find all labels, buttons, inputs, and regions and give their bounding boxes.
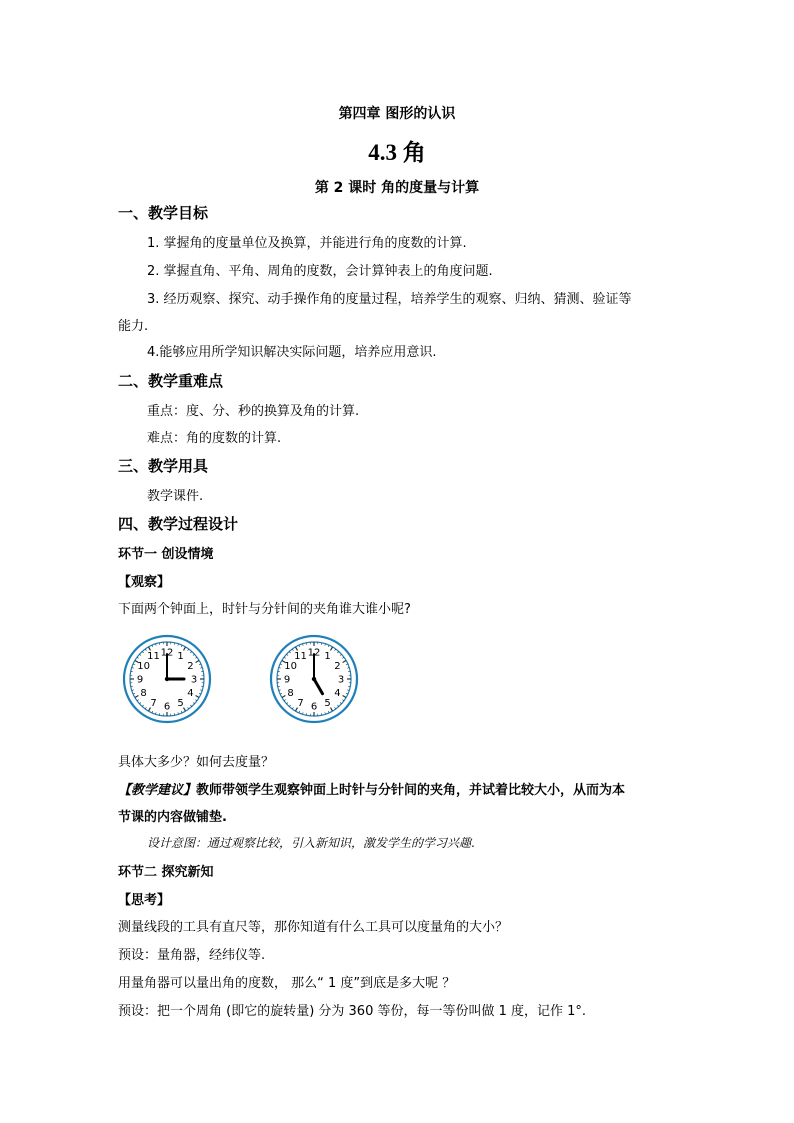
clock2-numeral: 7 bbox=[297, 697, 304, 709]
clock2-numeral: 9 bbox=[283, 674, 291, 686]
followup-text: 具体大多少？如何去度量？ bbox=[118, 755, 275, 770]
clock1-numeral: 11 bbox=[147, 651, 160, 663]
goal-item-1: 1. 掌握角的度量单位及换算，并能进行角的度数的计算. bbox=[147, 236, 467, 251]
clock2-numeral: 3 bbox=[337, 674, 345, 686]
clock1-numeral: 10 bbox=[137, 661, 150, 672]
goal-item-2: 2. 掌握直角、平角、周角的度数，会计算钟表上的角度问题. bbox=[147, 264, 493, 279]
clock1-numeral: 8 bbox=[140, 688, 147, 699]
clock2-numeral: 11 bbox=[294, 651, 307, 663]
clock2-numeral: 6 bbox=[310, 701, 318, 713]
tools-text: 教学课件. bbox=[147, 489, 204, 504]
preset-2: 预设：把一个周角 (即它的旋转量) 分为 360 等份，每一等份叫做 1 度，记作 1°. bbox=[118, 1004, 587, 1019]
clock1-numeral: 4 bbox=[187, 688, 194, 699]
q2-text: 测量线段的工具有直尺等，那你知道有什么工具可以度量角的大小？ bbox=[118, 920, 509, 935]
think-tag: 【思考】 bbox=[118, 893, 171, 908]
clock1-numeral: 5 bbox=[177, 697, 184, 709]
tools-heading: 三、教学用具 bbox=[118, 457, 209, 475]
clock1-numeral: 9 bbox=[136, 674, 144, 686]
clock2-numeral: 12 bbox=[307, 647, 321, 659]
q3-text: 用量角器可以量出角的度数， 那么“ 1 度”到底是多大呢 ？ bbox=[118, 976, 456, 991]
clock-five-oclock bbox=[269, 634, 359, 724]
suggest-text-1: 教师带领学生观察钟面上时针与分针间的夹角，并试着比较大小，从而为本 bbox=[196, 783, 626, 798]
design-intent: 设计意图：通过观察比较，引入新知识，激发学生的学习兴趣. bbox=[147, 836, 475, 850]
observe-tag: 【观察】 bbox=[118, 575, 171, 590]
clock1-center-pin bbox=[165, 677, 169, 681]
clock2-numeral: 4 bbox=[334, 688, 341, 699]
step2-title: 环节二 探究新知 bbox=[118, 865, 214, 880]
goals-heading: 一、教学目标 bbox=[118, 204, 209, 222]
clock1-numeral: 1 bbox=[177, 651, 184, 663]
section-title: 4.3 角 bbox=[368, 140, 426, 165]
question-text: 下面两个钟面上，时针与分针间的夹角谁大谁小呢? bbox=[118, 602, 411, 617]
preset-1: 预设：量角器，经纬仪等. bbox=[118, 948, 266, 963]
keypoints-heading: 二、教学重难点 bbox=[118, 372, 224, 390]
clock2-center-pin bbox=[312, 677, 316, 681]
goal-item-4: 4.能够应用所学知识解决实际问题，培养应用意识. bbox=[147, 345, 437, 360]
goal-item-3-cont: 能力. bbox=[118, 319, 149, 334]
suggest-tag: 【教学建议】 bbox=[118, 783, 197, 798]
clock2-numeral: 5 bbox=[324, 697, 331, 709]
clock1-numeral: 6 bbox=[163, 701, 171, 713]
suggest-line-1 bbox=[118, 779, 625, 798]
chapter-title: 第四章 图形的认识 bbox=[338, 106, 456, 122]
clock1-numeral: 12 bbox=[160, 647, 174, 659]
process-heading: 四、教学过程设计 bbox=[118, 515, 239, 533]
key-point: 重点：度、分、秒的换算及角的计算. bbox=[147, 404, 360, 419]
clock2-numeral: 1 bbox=[324, 651, 331, 663]
lesson-title: 第 2 课时 角的度量与计算 bbox=[314, 180, 480, 196]
clock1-numeral: 2 bbox=[187, 661, 194, 672]
difficult-point: 难点：角的度数的计算. bbox=[147, 431, 282, 446]
suggest-line-2: 节课的内容做铺垫. bbox=[118, 810, 227, 825]
clock2-numeral: 10 bbox=[284, 661, 297, 672]
goal-item-3: 3. 经历观察、探究、动手操作角的度量过程，培养学生的观察、归纳、猜测、验证等 bbox=[147, 292, 632, 307]
clock2-numeral: 2 bbox=[334, 661, 341, 672]
clock1-numeral: 7 bbox=[150, 697, 157, 709]
step1-title: 环节一 创设情境 bbox=[118, 547, 214, 562]
clock-three-oclock bbox=[122, 634, 212, 724]
clock1-numeral: 3 bbox=[190, 674, 198, 686]
clock2-numeral: 8 bbox=[287, 688, 294, 699]
